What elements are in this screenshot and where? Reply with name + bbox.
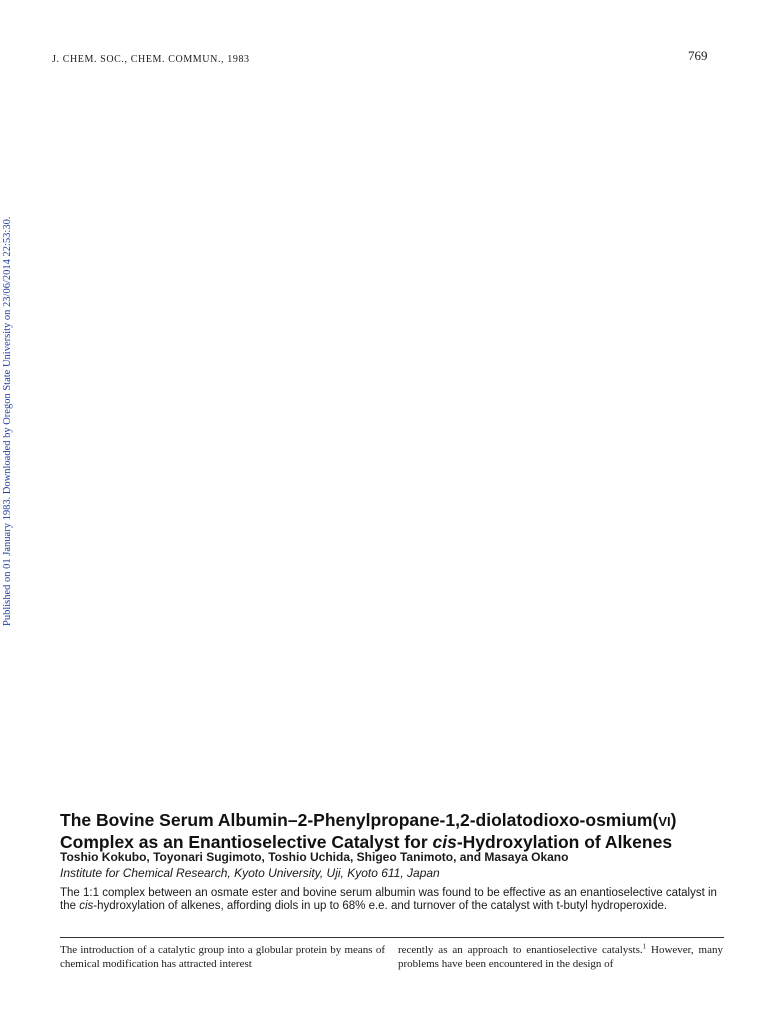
abstract-part-2: -hydroxylation of alkenes, affording diols in up to 68% e.e. and turnover of the catalyst with t-butyl hydroperoxide. bbox=[93, 900, 668, 912]
title-roman-numeral: VI bbox=[658, 814, 671, 829]
title-italic: cis bbox=[432, 832, 457, 852]
journal-header: J. CHEM. SOC., CHEM. COMMUN., 1983 bbox=[52, 54, 250, 65]
abstract bbox=[60, 887, 730, 913]
divider bbox=[60, 937, 724, 938]
abstract-part-1: The 1:1 complex between an osmate ester and bovine serum albumin was found to be effective as an enantioselective catalyst in the bbox=[60, 887, 717, 912]
reference-marker[interactable]: 1 bbox=[642, 942, 647, 951]
article-title bbox=[60, 810, 740, 852]
author-list: Toshio Kokubo, Toyonari Sugimoto, Toshio Uchida, Shigeo Tanimoto, and Masaya Okano bbox=[60, 850, 569, 864]
abstract-italic: cis bbox=[79, 900, 94, 912]
affiliation: Institute for Chemical Research, Kyoto University, Uji, Kyoto 611, Japan bbox=[60, 866, 440, 880]
page-number: 769 bbox=[688, 48, 708, 63]
body-column-2 bbox=[398, 943, 723, 971]
body-col2-part-1: recently as an approach to enantioselective catalysts. bbox=[398, 944, 643, 956]
title-part-3: -Hydroxylation of Alkenes bbox=[456, 832, 673, 852]
download-notice[interactable]: Published on 01 January 1983. Downloaded by Oregon State University on 23/06/2014 22:53:30. bbox=[2, 216, 13, 626]
body-col2-part-2: However, many problems have been encountered in the design of bbox=[398, 944, 723, 970]
body-column-1: The introduction of a catalytic group into a globular protein by means of chemical modification has attracted interest bbox=[60, 944, 385, 970]
title-part-1: The Bovine Serum Albumin–2-Phenylpropane-1,2-diolatodioxo-osmium( bbox=[60, 810, 659, 830]
title-part-2: ) Complex as an Enantioselective Catalyst for bbox=[60, 810, 677, 852]
